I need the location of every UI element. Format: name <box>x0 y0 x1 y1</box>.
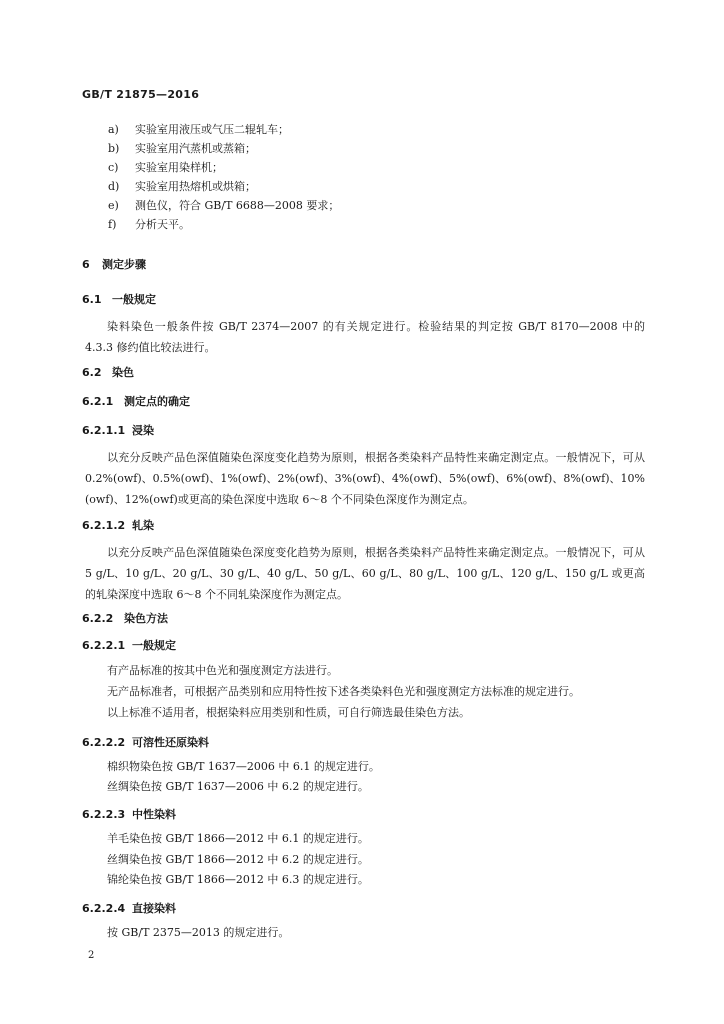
section-heading-6 <box>82 256 146 272</box>
section-heading-6-2-2-4 <box>82 900 176 916</box>
section-title: 中性染料 <box>132 808 176 821</box>
section-heading-6-2-1 <box>82 393 190 409</box>
section-title: 可溶性还原染料 <box>132 736 209 749</box>
list-text: 分析天平。 <box>135 218 190 231</box>
body-line: 丝绸染色按 GB/T 1637—2006 中 6.2 的规定进行。 <box>107 780 369 793</box>
list-text: 测色仪，符合 GB/T 6688—2008 要求； <box>135 199 340 212</box>
section-title: 染色方法 <box>124 612 168 625</box>
list-item <box>108 180 256 194</box>
body-line: 以上标准不适用者，根据染料应用类别和性质，可自行筛选最佳染色方法。 <box>107 706 470 719</box>
body-line: 棉织物染色按 GB/T 1637—2006 中 6.1 的规定进行。 <box>107 760 380 773</box>
section-heading-6-2-2-3 <box>82 806 176 822</box>
body-line: 有产品标准的按其中色光和强度测定方法进行。 <box>107 664 338 677</box>
section-number: 6.2.1.1 <box>82 424 126 437</box>
section-number: 6.2.1 <box>82 395 114 408</box>
list-item <box>108 218 190 232</box>
list-text: 实验室用染样机； <box>135 161 223 174</box>
section-body-6-2-1-2: 以充分反映产品色深值随染色深度变化趋势为原则，根据各类染料产品特性来确定测定点。一般情况下，可从 5 g/L、10 g/L、20 g/L、30 g/L、40 g/L、50 g/L、60 g/L、80 g/L、100 g/L、120 g/L、150 g/L 或更高的轧染深度中选取 6～8 个不同轧染深度作为测定点。 <box>85 546 645 601</box>
section-title: 直接染料 <box>132 902 176 915</box>
section-number: 6.2.2.4 <box>82 902 126 915</box>
body-line: 无产品标准者，可根据产品类别和应用特性按下述各类染料色光和强度测定方法标准的规定进行。 <box>107 685 580 698</box>
list-marker: d) <box>108 180 120 193</box>
section-heading-6-2-2-2 <box>82 734 209 750</box>
section-number: 6.2.2.1 <box>82 639 126 652</box>
standard-code-header: GB/T 21875—2016 <box>82 88 200 101</box>
body-line: 丝绸染色按 GB/T 1866—2012 中 6.2 的规定进行。 <box>107 853 369 866</box>
section-title: 染色 <box>112 366 134 379</box>
body-line: 羊毛染色按 GB/T 1866—2012 中 6.1 的规定进行。 <box>107 832 369 845</box>
section-number: 6.2.2.3 <box>82 808 126 821</box>
section-body-6-1: 染料染色一般条件按 GB/T 2374—2007 的有关规定进行。检验结果的判定按 GB/T 8170—2008 中的 4.3.3 修约值比较法进行。 <box>85 320 645 354</box>
section-number: 6.1 <box>82 293 102 306</box>
list-text: 实验室用液压或气压二辊轧车； <box>135 123 289 136</box>
page-number: 2 <box>88 950 95 961</box>
section-number: 6.2.2 <box>82 612 114 625</box>
section-heading-6-2-1-1 <box>82 422 154 438</box>
list-item <box>108 199 339 213</box>
section-number: 6.2.2.2 <box>82 736 126 749</box>
section-heading-6-2-2-1 <box>82 637 176 653</box>
list-text: 实验室用热熔机或烘箱； <box>135 180 256 193</box>
list-marker: b) <box>108 142 120 155</box>
list-marker: a) <box>108 123 119 136</box>
list-item <box>108 142 256 156</box>
list-marker: c) <box>108 161 119 174</box>
list-item <box>108 161 223 175</box>
section-number: 6 <box>82 258 90 271</box>
section-title: 浸染 <box>132 424 154 437</box>
list-marker: f) <box>108 218 117 231</box>
section-heading-6-2-1-2 <box>82 517 154 533</box>
body-line: 锦纶染色按 GB/T 1866—2012 中 6.3 的规定进行。 <box>107 873 369 886</box>
list-marker: e) <box>108 199 119 212</box>
section-title: 测定点的确定 <box>124 395 190 408</box>
section-heading-6-1 <box>82 291 156 307</box>
section-heading-6-2 <box>82 364 134 380</box>
body-line: 按 GB/T 2375—2013 的规定进行。 <box>107 926 290 939</box>
section-heading-6-2-2 <box>82 610 168 626</box>
section-title: 一般规定 <box>112 293 156 306</box>
section-title: 轧染 <box>132 519 154 532</box>
section-number: 6.2 <box>82 366 102 379</box>
section-number: 6.2.1.2 <box>82 519 126 532</box>
section-title: 一般规定 <box>132 639 176 652</box>
list-text: 实验室用汽蒸机或蒸箱； <box>135 142 256 155</box>
section-title: 测定步骤 <box>102 258 146 271</box>
section-body-6-2-1-1: 以充分反映产品色深值随染色深度变化趋势为原则，根据各类染料产品特性来确定测定点。一般情况下，可从 0.2%(owf)、0.5%(owf)、1%(owf)、2%(owf)、3%(owf)、4%(owf)、5%(owf)、6%(owf)、8%(owf)、10%(owf)、12%(owf)或更高的染色深度中选取 6～8 个不同染色深度作为测定点。 <box>85 451 645 506</box>
list-item <box>108 123 289 137</box>
